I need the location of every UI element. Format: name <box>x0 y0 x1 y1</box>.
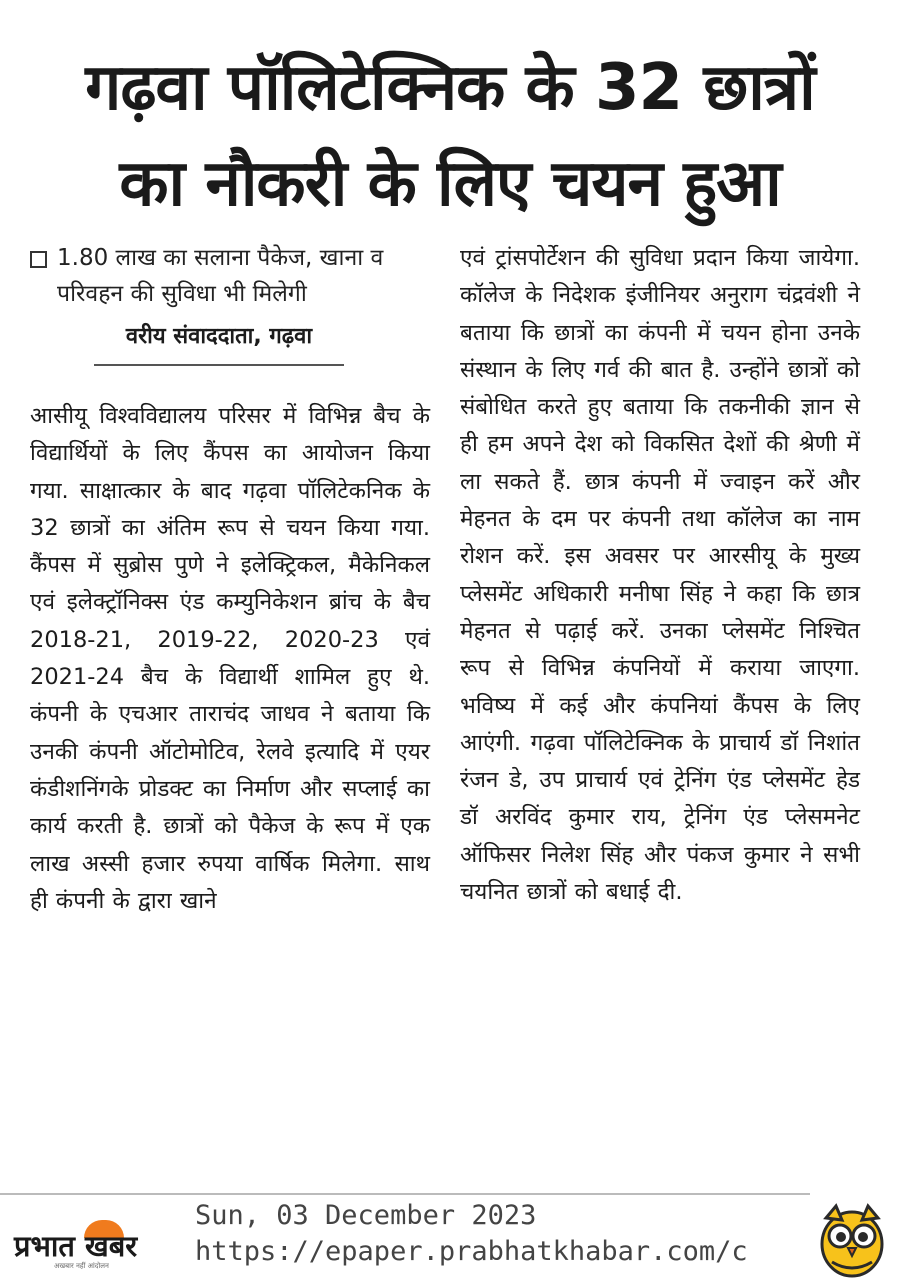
body-text-left: आसीयू विश्वविद्यालय परिसर में विभिन्न बैच के विद्यार्थियों के लिए कैंपस का आयोजन किया गया. साक्षात्कार के बाद गढ़वा पॉलिटेकनिक के 32 छात्रों का अंतिम रूप से चयन किया गया. कैंपस में सुब्रोस पुणे ने इलेक्ट्रिकल, मैकेनिकल एवं इलेक्ट्रॉनिक्स एंड कम्युनिकेशन ब्रांच के बैच 2018-21, 2019-22, 2020-23 एवं 2021-24 बैच के विद्यार्थी शामिल हुए थे. कंपनी के एचआर ताराचंद जाधव ने बताया कि उनकी कंपनी ऑटोमोटिव, रेलवे इत्यादि में एयर कंडीशनिंगके प्रोडक्ट का निर्माण और सप्लाई का कार्य करती है. छात्रों को पैकेज के रूप में एक लाख अस्सी हजार रुपया वार्षिक मिलेगा. साथ ही कंपनी के द्वारा खाने <box>30 403 430 914</box>
body-text-right: एवं ट्रांसपोर्टेशन की सुविधा प्रदान किया जायेगा. कॉलेज के निदेशक इंजीनियर अनुराग चंद्रवंशी ने बताया कि छात्रों का कंपनी में चयन होना उनके संस्थान के लिए गर्व की बात है. उन्होंने छात्रों को संबोधित करते हुए बताया कि तकनीकी ज्ञान से ही हम अपने देश को विकसित देशों की श्रेणी में ला सकते हैं. छात्र कंपनी में ज्वाइन करें और मेहनत के दम पर कंपनी तथा कॉलेज का नाम रोशन करें. इस अवसर पर आरसीयू के मुख्य प्लेसमेंट अधिकारी मनीषा सिंह ने कहा कि छात्र मेहनत से पढ़ाई करें. उनका प्लेसमेंट निश्चित रूप से विभिन्न कंपनियों में कराया जाएगा. भविष्य में कई और कंपनियां कैंपस के लिए आएंगी. गढ़वा पॉलिटेक्निक के प्राचार्य डॉ निशांत रंजन डे, उप प्राचार्य एवं ट्रेनिंग एंड प्लेसमेंट हेड डॉ अरविंद कुमार राय, ट्रेनिंग एंड प्लेसमनेट ऑफिसर निलेश सिंह और पंकज कुमार ने सभी चयनित छात्रों को बधाई दी. <box>460 245 860 906</box>
headline <box>10 40 890 232</box>
subheadline <box>30 240 430 312</box>
headline-line-1: गढ़वा पॉलिटेक्निक के 32 छात्रों <box>85 51 815 125</box>
article-column-right <box>460 240 860 911</box>
footer-divider <box>0 1193 810 1195</box>
brand-tagline: अखबार नहीं आंदोलन <box>54 1262 109 1270</box>
edition-date: Sun, 03 December 2023 <box>195 1200 537 1231</box>
square-bullet-icon <box>30 251 47 268</box>
brand-logo <box>14 1212 184 1270</box>
headline-line-2: का नौकरी के लिए चयन हुआ <box>119 147 781 221</box>
byline: वरीय संवाददाता, गढ़वा <box>94 320 344 366</box>
brand-name: प्रभात खबर <box>14 1229 138 1263</box>
subheadline-text: 1.80 लाख का सलाना पैकेज, खाना व परिवहन की सुविधा भी मिलेगी <box>57 245 384 307</box>
epaper-url[interactable]: https://epaper.prabhatkhabar.com/c <box>195 1236 748 1267</box>
article-column-left <box>30 240 430 920</box>
owl-icon <box>818 1200 886 1278</box>
